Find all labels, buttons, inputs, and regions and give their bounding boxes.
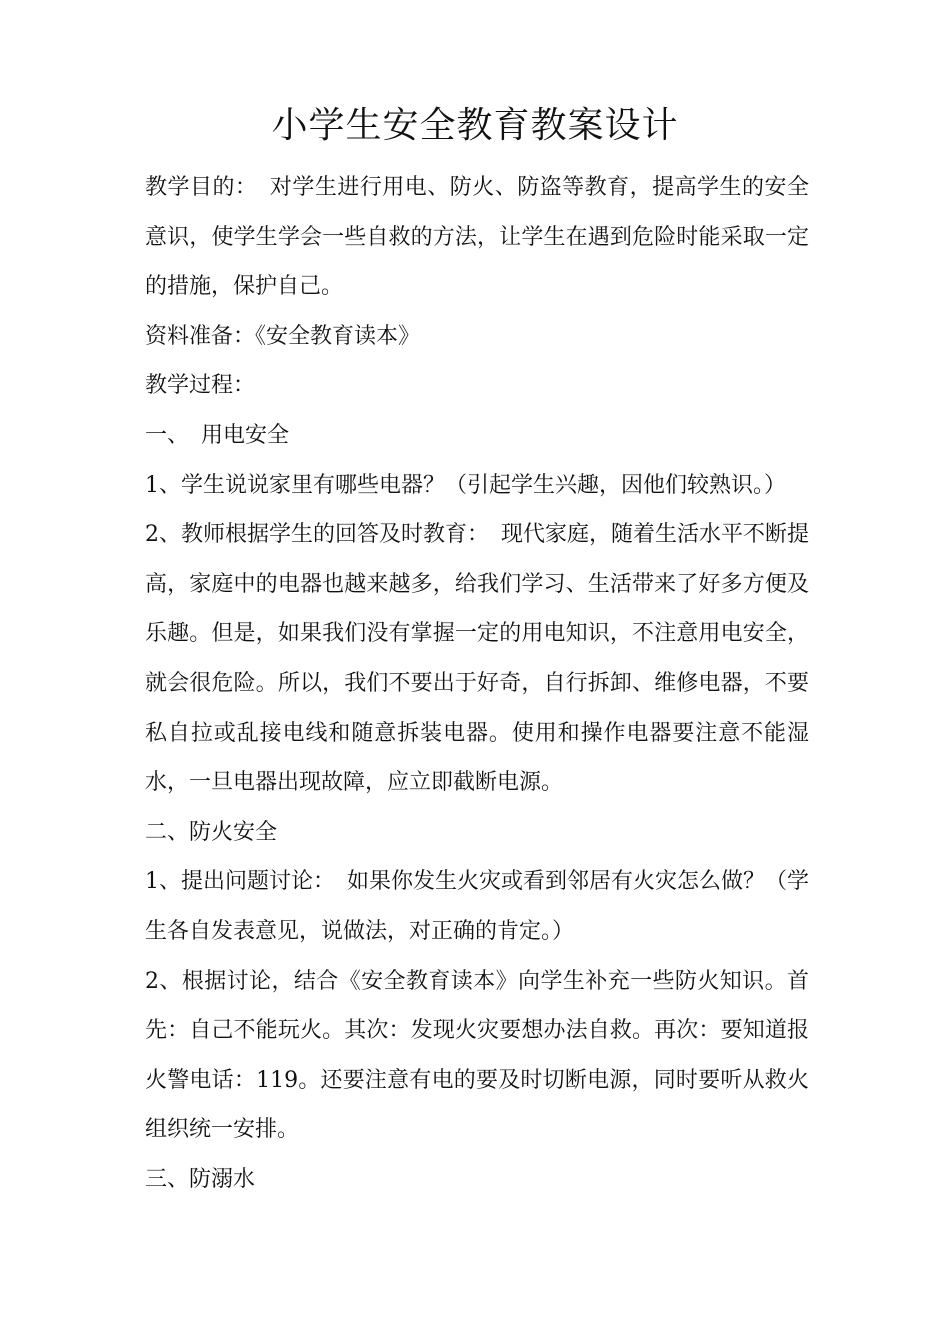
paragraph-process-heading: [145, 361, 809, 411]
section-heading-fire: [145, 808, 809, 858]
paragraph-text: 对学生进行用电、防火、防盗等教育，提高学生的安全意识，使学生学会一些自救的方法，让学生在遇到危险时能采取一定的措施，保护自己。: [145, 175, 809, 300]
paragraph-electricity-2: [145, 510, 809, 808]
section-title: 三、防溺水: [145, 1166, 256, 1192]
paragraph-teaching-goal: [145, 163, 809, 312]
paragraph-text: 1、学生说说家里有哪些电器？（引起学生兴趣，因他们较熟识。）: [145, 472, 786, 498]
paragraph-text: 如果你发生火灾或看到邻居有火灾怎么做？（学生各自发表意见，说做法，对正确的肯定。）: [145, 869, 810, 944]
paragraph-fire-1: [145, 857, 809, 956]
paragraph-label: 1、提出问题讨论：: [145, 869, 335, 895]
paragraph-label: 2、教师根据学生的回答及时教育：: [145, 522, 489, 548]
paragraph-fire-2: [145, 957, 809, 1155]
paragraph-text: 现代家庭，随着生活水平不断提高，家庭中的电器也越来越多，给我们学习、生活带来了好多方便及乐趣。但是，如果我们没有掌握一定的用电知识，不注意用电安全，就会很危险。所以，我们不要出于好奇，自行拆卸、维修电器，不要私自拉或乱接电线和随意拆装电器。使用和操作电器要注意不能湿水，一旦电器出现故障，应立即截断电源。: [145, 522, 810, 796]
document-title: 小学生安全教育教案设计: [271, 105, 679, 146]
section-number: 一、: [145, 422, 190, 448]
section-heading-drowning: [145, 1155, 809, 1205]
paragraph-text: 资料准备：《安全教育读本》: [145, 323, 421, 349]
paragraph-electricity-1: [145, 461, 809, 511]
paragraph-materials: [145, 312, 809, 362]
document-body: [145, 163, 809, 1204]
paragraph-label: 教学目的：: [145, 175, 258, 200]
section-title: 二、防火安全: [145, 819, 278, 845]
paragraph-text: 2、根据讨论，结合《安全教育读本》向学生补充一些防火知识。首先：自己不能玩火。其次：发现火灾要想办法自救。再次：要知道报火警电话：119。还要注意有电的要及时切断电源，同时要听从救火组织统一安排。: [145, 968, 809, 1143]
section-heading-electricity: [145, 411, 809, 461]
section-title: 用电安全: [201, 422, 290, 448]
paragraph-text: 教学过程：: [145, 373, 256, 399]
